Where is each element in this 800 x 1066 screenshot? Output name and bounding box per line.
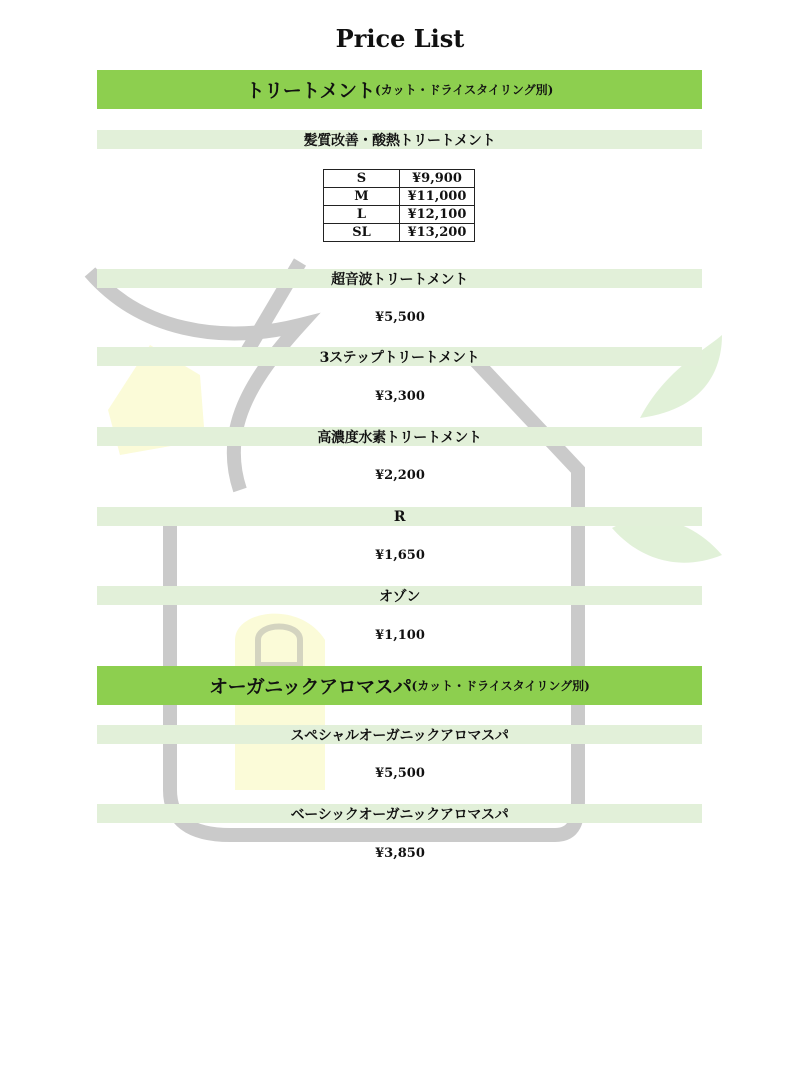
price-cell: ¥9,900: [400, 170, 475, 188]
section-header-treatment: [97, 70, 702, 109]
item-price: ¥2,200: [375, 468, 425, 483]
item-price: ¥3,850: [375, 846, 425, 861]
item-price: ¥5,500: [375, 310, 425, 325]
item-header-r: R: [97, 507, 702, 526]
section-note: (カット・ドライスタイリング別): [375, 83, 554, 97]
item-header-ozone: オゾン: [97, 586, 702, 605]
table-row: [324, 206, 475, 224]
size-cell: L: [324, 206, 400, 224]
size-cell: SL: [324, 224, 400, 242]
table-row: [324, 170, 475, 188]
item-price: ¥1,100: [375, 628, 425, 643]
size-price-table: [323, 169, 475, 242]
price-cell: ¥11,000: [400, 188, 475, 206]
section-heading: オーガニックアロマスパ: [209, 676, 412, 698]
item-header-acid-heat-treatment: 髪質改善・酸熱トリートメント: [97, 130, 702, 149]
table-row: [324, 188, 475, 206]
item-header-hydrogen-treatment: 高濃度水素トリートメント: [97, 427, 702, 446]
table-row: [324, 224, 475, 242]
item-header-basic-aroma-spa: ベーシックオーガニックアロマスパ: [97, 804, 702, 823]
item-price: ¥1,650: [375, 548, 425, 563]
item-header-special-aroma-spa: スペシャルオーガニックアロマスパ: [97, 725, 702, 744]
item-price: ¥5,500: [375, 766, 425, 781]
size-cell: S: [324, 170, 400, 188]
size-cell: M: [324, 188, 400, 206]
price-cell: ¥12,100: [400, 206, 475, 224]
price-cell: ¥13,200: [400, 224, 475, 242]
item-price: ¥3,300: [375, 389, 425, 404]
page-title: Price List: [335, 24, 465, 53]
section-header-aroma-spa: [97, 666, 702, 705]
section-note: (カット・ドライスタイリング別): [411, 679, 590, 693]
item-header-ultrasonic-treatment: 超音波トリートメント: [97, 269, 702, 288]
section-heading: トリートメント: [245, 80, 376, 102]
item-header-3step-treatment: 3ステップトリートメント: [97, 347, 702, 366]
